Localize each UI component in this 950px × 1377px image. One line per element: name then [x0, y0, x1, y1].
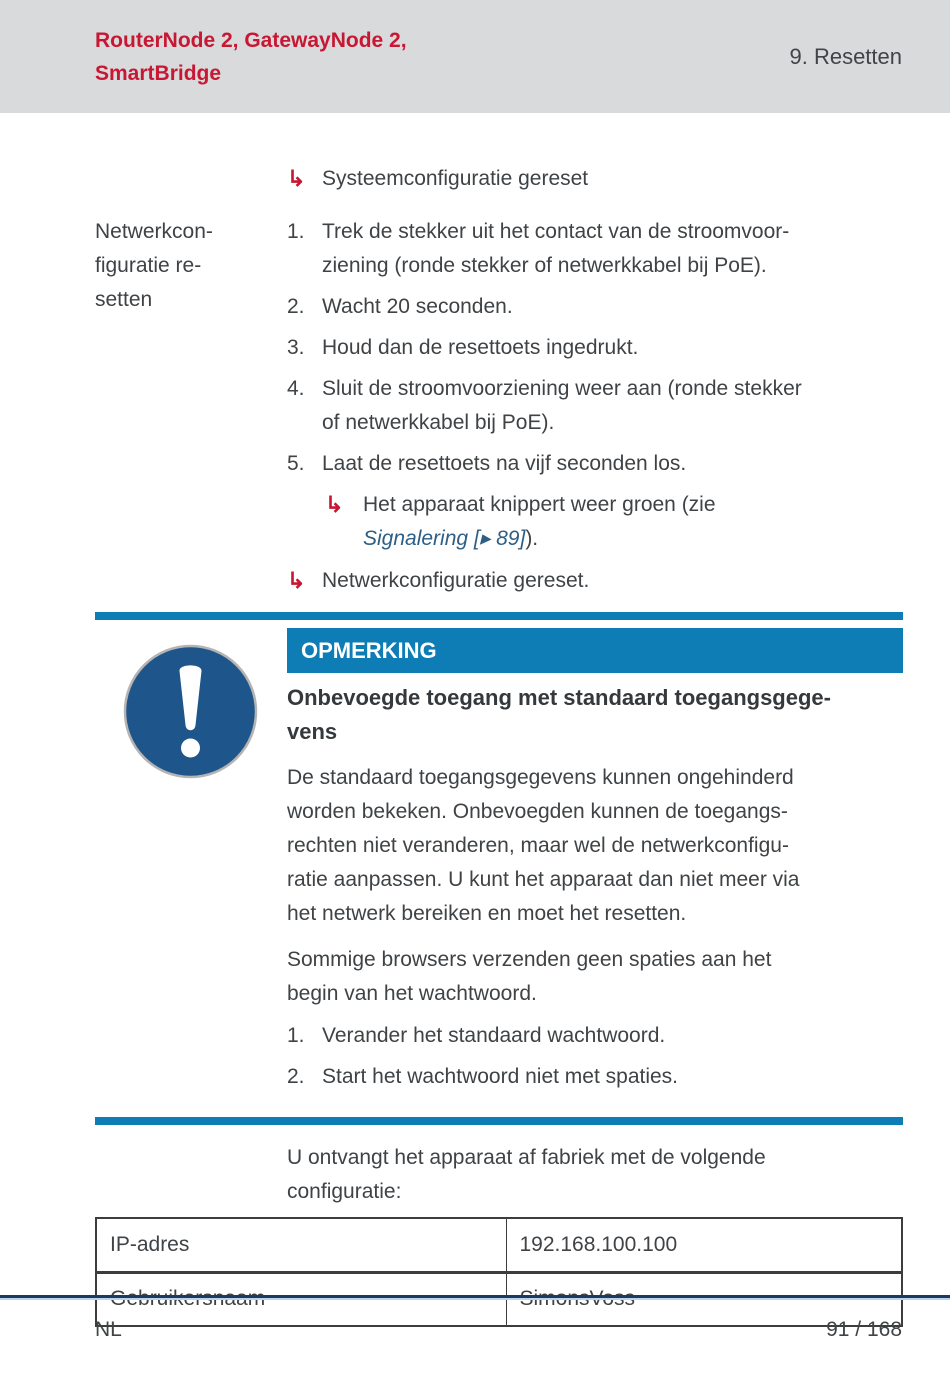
step-text: Houd dan de resettoets ingedrukt. [322, 336, 639, 359]
step-number: 3. [287, 336, 305, 359]
step-number: 1. [287, 220, 305, 243]
step-text: Sluit de stroomvoorziening weer aan (ronde stekker of netwerkkabel bij PoE). [322, 377, 802, 434]
footer-rule-light [0, 1298, 950, 1300]
result-row-top [95, 113, 903, 193]
note-banner: OPMERKING [287, 628, 903, 673]
step-item [287, 331, 903, 365]
step-text: Trek de stekker uit het contact van de stroomvoor- ziening (ronde stekker of netwerkkabel bij PoE). [322, 220, 790, 277]
step-number: 2. [287, 295, 305, 318]
step-item [287, 290, 903, 324]
margin-label: Netwerkcon- figuratie re- setten [95, 220, 213, 311]
signalering-link[interactable]: Signalering [▸ 89] [363, 527, 526, 550]
step-text: Verander het standaard wachtwoord. [322, 1024, 666, 1047]
step-number: 4. [287, 377, 305, 400]
note-heading: Onbevoegde toegang met standaard toegangsgege- vens [287, 685, 831, 744]
page-header [0, 0, 950, 113]
chapter-title: 9. Resetten [789, 43, 902, 69]
step-text: Laat de resettoets na vijf seconden los. [322, 452, 687, 475]
step-text: Wacht 20 seconden. [322, 295, 513, 318]
result-text: Netwerkconfiguratie gereset. [322, 569, 590, 592]
step-number: 2. [287, 1065, 305, 1088]
step-item [287, 215, 903, 283]
note-paragraph: Sommige browsers verzenden geen spaties aan het begin van het wachtwoord. [287, 948, 772, 1005]
step-item [287, 372, 903, 440]
note-steps [287, 1019, 903, 1094]
step-item [287, 447, 903, 481]
product-title: RouterNode 2, GatewayNode 2, SmartBridge [95, 28, 407, 85]
config-key-cell: IP-adres [96, 1218, 506, 1272]
reset-steps-section [95, 215, 903, 598]
result-item [287, 564, 903, 598]
result-text: Systeemconfiguratie gereset [322, 167, 589, 190]
mandatory-action-icon [123, 644, 258, 779]
sub-result-text: Het apparaat knippert weer groen (zie Signalering [▸ 89]). [363, 493, 716, 550]
language-code: NL [95, 1318, 122, 1341]
result-arrow-icon: ↳ [287, 568, 306, 593]
page-number: 91 / 168 [826, 1318, 902, 1341]
config-value-cell: 192.168.100.100 [506, 1218, 902, 1272]
table-row [96, 1218, 902, 1272]
step-text: Start het wachtwoord niet met spaties. [322, 1065, 679, 1088]
note-callout [95, 612, 903, 1125]
note-bottom-rule [95, 1117, 903, 1125]
result-arrow-icon: ↳ [325, 492, 344, 517]
factory-intro-text: U ontvangt het apparaat af fabriek met de volgende configuratie: [287, 1146, 766, 1203]
step-item [287, 1019, 903, 1053]
step-item [287, 1060, 903, 1094]
note-top-rule [95, 612, 903, 620]
step-number: 1. [287, 1024, 305, 1047]
sub-result-item [325, 488, 903, 556]
step-number: 5. [287, 452, 305, 475]
factory-intro-row [95, 1141, 903, 1209]
note-paragraph: De standaard toegangsgegevens kunnen ongehinderd worden bekeken. Onbevoegden kunnen de toegangs- rechten niet veranderen, maar wel de netwerkconfigu- ratie aanpassen. U kunt het apparaat dan niet meer via het netwerk bereiken en moet het resetten. [287, 766, 800, 925]
page-footer [0, 1295, 950, 1342]
result-item [287, 165, 903, 193]
result-arrow-icon: ↳ [287, 166, 306, 191]
page-content [0, 113, 950, 1327]
